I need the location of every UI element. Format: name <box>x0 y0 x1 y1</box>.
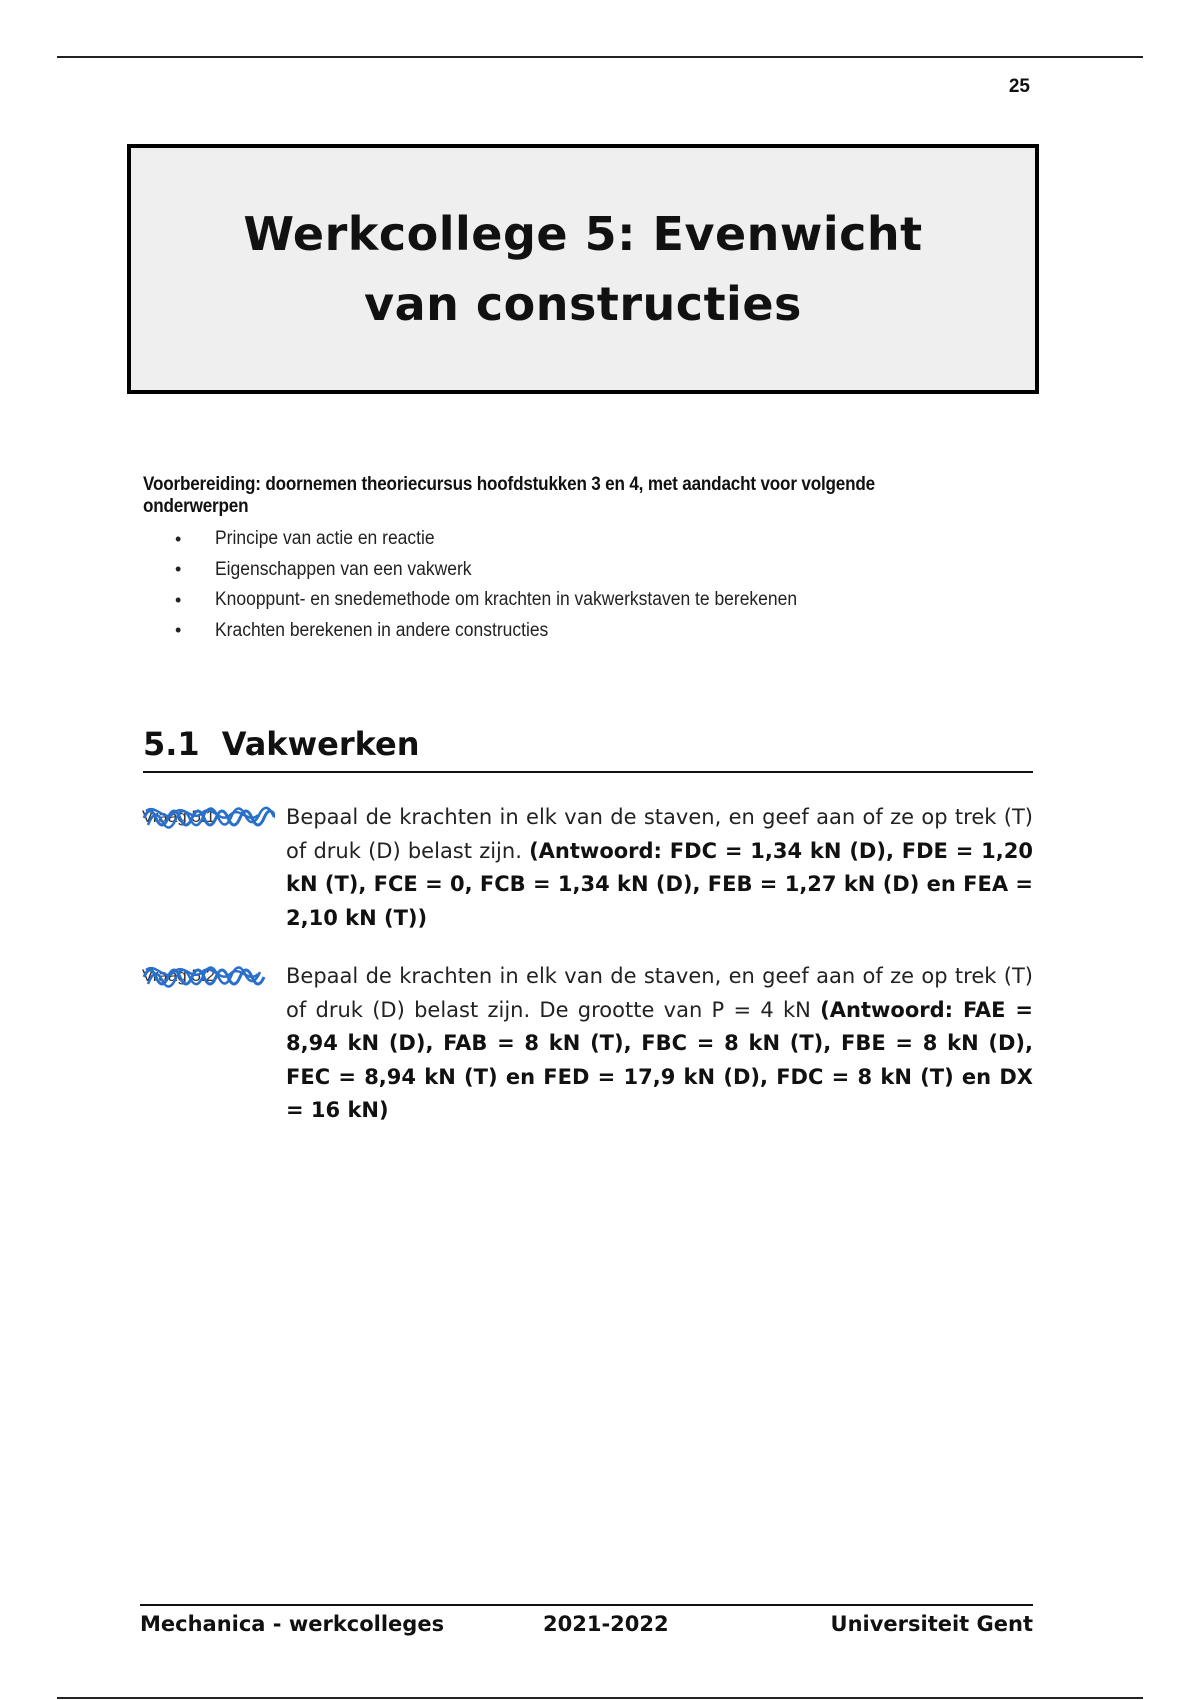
exercise-body <box>286 801 1033 935</box>
list-item <box>175 585 848 616</box>
chapter-title-box <box>127 144 1039 394</box>
exercise-label <box>140 801 275 835</box>
exercise-body <box>286 960 1033 1128</box>
section-title: Vakwerken <box>221 725 420 763</box>
list-item <box>175 616 848 647</box>
bullet-icon: • <box>175 559 182 580</box>
footer-course: Mechanica - werkcolleges <box>140 1612 445 1636</box>
bullet-icon: • <box>175 589 182 610</box>
top-rule <box>57 56 1143 58</box>
exercise-label-text: Vraag 5.1 <box>142 807 216 826</box>
footer-year: 2021-2022 <box>543 1612 669 1636</box>
list-item <box>175 524 848 555</box>
scribble-icon <box>140 960 275 994</box>
topic-text: Principe van actie en reactie <box>215 528 435 550</box>
exercise-text: Bepaal de krachten in elk van de staven, en geef aan of ze op trek (T) of druk (D) belast zijn. <box>286 805 1033 863</box>
preparation-heading: Voorbereiding: doornemen theoriecursus hoofdstukken 3 en 4, met aandacht voor volgende onderwerpen <box>143 474 875 517</box>
section-heading <box>143 725 1033 773</box>
page-number: 25 <box>1008 76 1030 97</box>
exercise-answer: (Antwoord: FDC = 1,34 kN (D), FDE = 1,20 kN (T), FCE = 0, FCB = 1,34 kN (D), FEB = 1,27 kN (D) en FEA = 2,10 kN (T)) <box>286 838 1033 930</box>
page-footer <box>140 1604 1033 1636</box>
exercise-5-1 <box>140 801 1033 935</box>
exercise-label-text: Vraag 5.2 <box>142 966 216 985</box>
chapter-title: Werkcollege 5: Evenwicht van constructies <box>243 207 923 331</box>
bullet-icon: • <box>175 620 182 641</box>
bottom-rule <box>57 1697 1143 1699</box>
section-number: 5.1 <box>143 725 200 763</box>
footer-university: Universiteit Gent <box>830 1612 1033 1636</box>
list-item <box>175 555 848 586</box>
topic-text: Krachten berekenen in andere constructies <box>215 619 549 641</box>
topic-text: Eigenschappen van een vakwerk <box>215 558 472 580</box>
topic-list <box>175 524 848 646</box>
exercise-text: Bepaal de krachten in elk van de staven, en geef aan of ze op trek (T) of druk (D) belast zijn. De grootte van P = 4 kN <box>286 964 1033 1022</box>
exercise-label <box>140 960 275 994</box>
scribble-icon <box>140 801 275 835</box>
bullet-icon: • <box>175 528 182 549</box>
topic-text: Knooppunt- en snedemethode om krachten in vakwerkstaven te berekenen <box>215 589 798 611</box>
exercise-5-2 <box>140 960 1033 1128</box>
exercise-answer: (Antwoord: FAE = 8,94 kN (D), FAB = 8 kN (T), FBC = 8 kN (T), FBE = 8 kN (D), FEC = 8,94 kN (T) en FED = 17,9 kN (D), FDC = 8 kN (T) en DX = 16 kN) <box>286 997 1033 1122</box>
